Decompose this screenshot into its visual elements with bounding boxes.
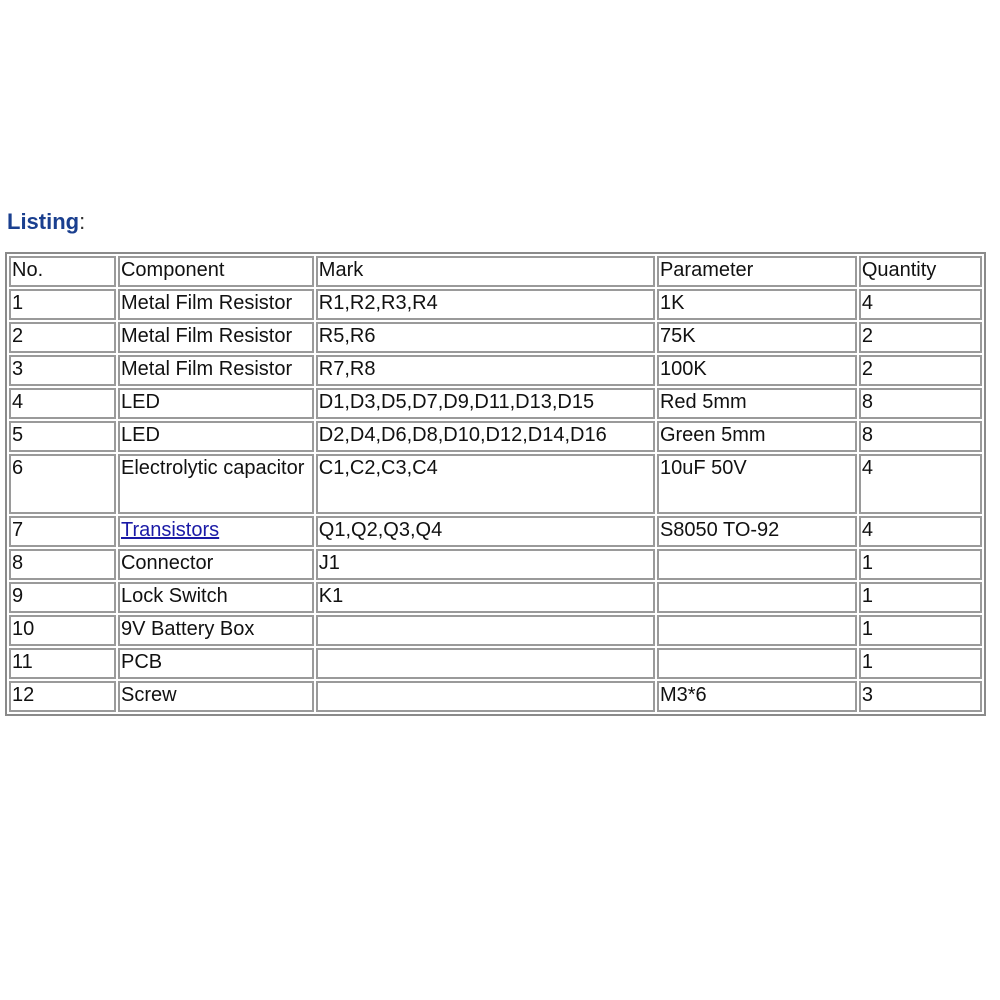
- cell-no: 11: [9, 648, 116, 679]
- cell-component: Lock Switch: [118, 582, 314, 613]
- table-row: [9, 454, 982, 514]
- cell-quantity: 8: [859, 421, 982, 452]
- cell-no: 8: [9, 549, 116, 580]
- components-table: [5, 252, 986, 716]
- listing-colon: :: [79, 209, 86, 234]
- cell-parameter: 75K: [657, 322, 857, 353]
- cell-component: LED: [118, 388, 314, 419]
- cell-parameter: [657, 648, 857, 679]
- cell-mark: D1,D3,D5,D7,D9,D11,D13,D15: [316, 388, 655, 419]
- table-row: [9, 421, 982, 452]
- cell-no: 5: [9, 421, 116, 452]
- cell-parameter: S8050 TO-92: [657, 516, 857, 547]
- cell-no: 4: [9, 388, 116, 419]
- cell-component: Metal Film Resistor: [118, 322, 314, 353]
- cell-quantity: 1: [859, 549, 982, 580]
- cell-no: 9: [9, 582, 116, 613]
- cell-quantity: 4: [859, 289, 982, 320]
- cell-component: LED: [118, 421, 314, 452]
- cell-parameter: 100K: [657, 355, 857, 386]
- cell-component: Electrolytic capacitor: [118, 454, 314, 514]
- cell-quantity: 2: [859, 355, 982, 386]
- cell-mark: C1,C2,C3,C4: [316, 454, 655, 514]
- listing-heading: [7, 208, 85, 236]
- cell-no: 2: [9, 322, 116, 353]
- header-parameter: Parameter: [657, 256, 857, 287]
- cell-quantity: 1: [859, 615, 982, 646]
- cell-mark: D2,D4,D6,D8,D10,D12,D14,D16: [316, 421, 655, 452]
- cell-component: Metal Film Resistor: [118, 289, 314, 320]
- cell-parameter: Red 5mm: [657, 388, 857, 419]
- cell-quantity: 1: [859, 648, 982, 679]
- cell-component: Screw: [118, 681, 314, 712]
- cell-mark: J1: [316, 549, 655, 580]
- cell-mark: [316, 615, 655, 646]
- cell-parameter: [657, 615, 857, 646]
- cell-parameter: M3*6: [657, 681, 857, 712]
- cell-parameter: 10uF 50V: [657, 454, 857, 514]
- table-row: [9, 681, 982, 712]
- cell-no: 1: [9, 289, 116, 320]
- cell-component: Connector: [118, 549, 314, 580]
- cell-component: 9V Battery Box: [118, 615, 314, 646]
- table-row: [9, 615, 982, 646]
- cell-mark: R7,R8: [316, 355, 655, 386]
- cell-quantity: 4: [859, 516, 982, 547]
- cell-mark: [316, 681, 655, 712]
- table-header-row: [9, 256, 982, 287]
- cell-no: 6: [9, 454, 116, 514]
- cell-quantity: 4: [859, 454, 982, 514]
- cell-no: 3: [9, 355, 116, 386]
- cell-mark: Q1,Q2,Q3,Q4: [316, 516, 655, 547]
- cell-quantity: 1: [859, 582, 982, 613]
- table-row: [9, 388, 982, 419]
- transistors-link[interactable]: Transistors: [120, 519, 220, 541]
- cell-mark: [316, 648, 655, 679]
- cell-quantity: 8: [859, 388, 982, 419]
- table-row: [9, 648, 982, 679]
- cell-parameter: [657, 549, 857, 580]
- table-row: [9, 516, 982, 547]
- cell-parameter: [657, 582, 857, 613]
- cell-mark: R5,R6: [316, 322, 655, 353]
- table-row: [9, 549, 982, 580]
- table-row: [9, 582, 982, 613]
- cell-quantity: 2: [859, 322, 982, 353]
- cell-component: Metal Film Resistor: [118, 355, 314, 386]
- table-row: [9, 355, 982, 386]
- cell-no: 7: [9, 516, 116, 547]
- cell-mark: K1: [316, 582, 655, 613]
- cell-no: 10: [9, 615, 116, 646]
- cell-parameter: 1K: [657, 289, 857, 320]
- cell-mark: R1,R2,R3,R4: [316, 289, 655, 320]
- table-row: [9, 322, 982, 353]
- cell-component: [118, 516, 314, 547]
- header-component: Component: [118, 256, 314, 287]
- cell-component: PCB: [118, 648, 314, 679]
- cell-quantity: 3: [859, 681, 982, 712]
- cell-parameter: Green 5mm: [657, 421, 857, 452]
- header-mark: Mark: [316, 256, 655, 287]
- listing-title: Listing: [7, 209, 80, 234]
- cell-no: 12: [9, 681, 116, 712]
- table-row: [9, 289, 982, 320]
- header-no: No.: [9, 256, 116, 287]
- header-quantity: Quantity: [859, 256, 982, 287]
